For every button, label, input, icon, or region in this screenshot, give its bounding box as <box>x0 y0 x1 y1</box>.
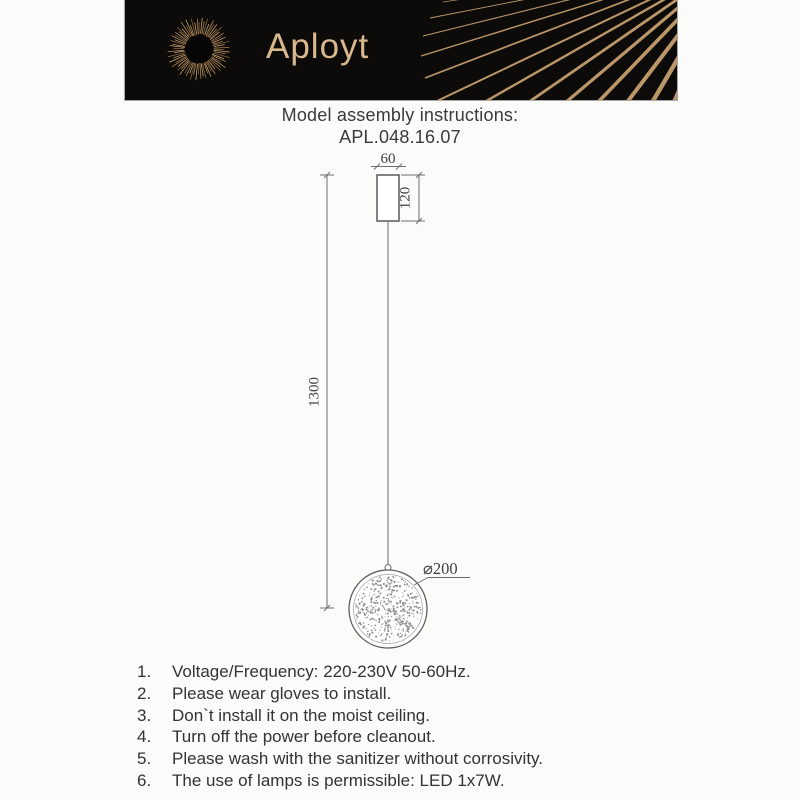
dim-label-60: 60 <box>380 151 396 167</box>
list-item <box>137 705 697 727</box>
list-item <box>137 683 697 705</box>
dim-leader-200 <box>414 578 470 586</box>
list-item-text: The use of lamps is permissible: LED 1x7W. <box>172 770 505 790</box>
banner-decor-graphics <box>125 0 677 100</box>
list-item-number: 2. <box>137 683 152 703</box>
corner-rays-icon <box>421 0 677 100</box>
ceiling-canopy <box>377 175 399 221</box>
list-item <box>137 726 697 748</box>
list-item <box>137 748 697 770</box>
pendant-lamp-technical-drawing <box>280 148 500 660</box>
list-item-text: Turn off the power before cleanout. <box>172 727 436 747</box>
model-number: APL.048.16.07 <box>339 127 461 147</box>
brand-logo-text: Aployt <box>266 27 370 66</box>
dim-label-200: ⌀200 <box>423 559 458 578</box>
list-item-number: 6. <box>137 770 152 790</box>
title-block <box>0 104 800 148</box>
page-title: Model assembly instructions: <box>281 105 519 125</box>
list-item-text: Voltage/Frequency: 220-230V 50-60Hz. <box>172 662 471 681</box>
sunburst-center-disc <box>186 36 212 62</box>
list-item-number: 5. <box>137 749 152 769</box>
list-item-number: 1. <box>137 662 152 681</box>
list-item-number: 3. <box>137 705 152 725</box>
list-item <box>137 661 697 683</box>
instructions-list <box>137 661 697 792</box>
brand-banner <box>124 0 678 101</box>
list-item-number: 4. <box>137 727 152 747</box>
list-item-text: Don`t install it on the moist ceiling. <box>172 705 430 725</box>
list-item <box>137 770 697 792</box>
list-item-text: Please wash with the sanitizer without corrosivity. <box>172 749 544 769</box>
dim-label-120: 120 <box>397 186 414 210</box>
list-item-text: Please wear gloves to install. <box>172 683 392 703</box>
dim-label-1300: 1300 <box>306 377 323 407</box>
